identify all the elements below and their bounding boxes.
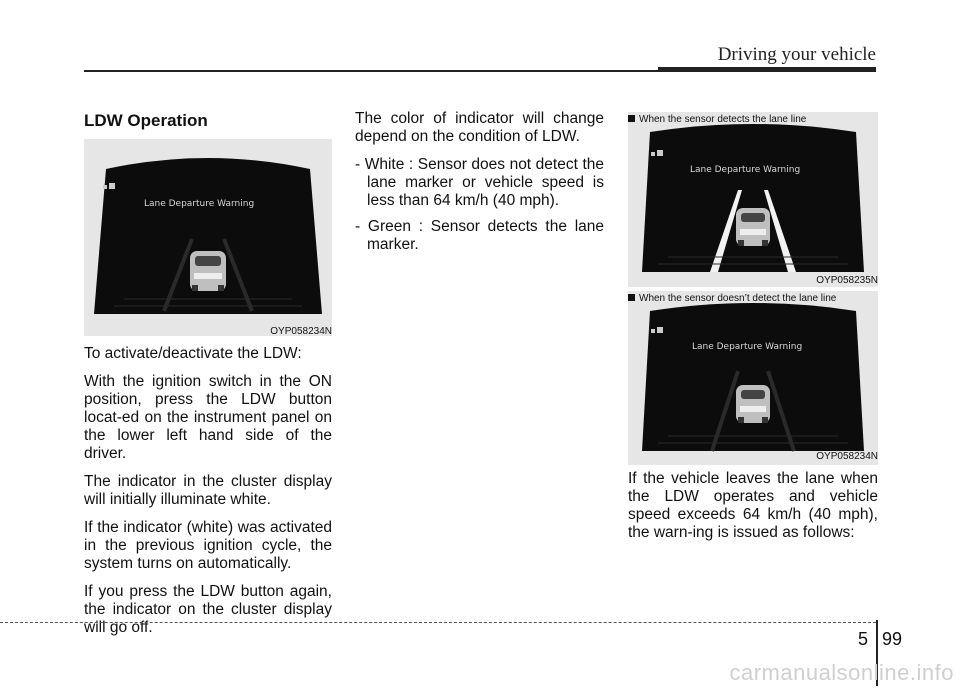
square-bullet-icon (628, 115, 635, 122)
figure-lane-not-detected (628, 291, 878, 465)
paragraph: The color of indicator will change depend on the condition of LDW. (355, 110, 604, 145)
running-header: Driving your vehicle (717, 44, 876, 65)
middle-column-text (355, 110, 604, 264)
indicator-color-list (355, 156, 604, 254)
chapter-number: 5 (858, 629, 869, 649)
list-item: - Green : Sensor detects the lane marker. (355, 218, 604, 253)
paragraph: If the vehicle leaves the lane when the LDW operates and vehicle speed exceeds 64 km/h (40 mph), the warn-ing is issued as follows: (628, 470, 878, 541)
cluster-display-illustration (84, 139, 332, 336)
cluster-display-illustration (628, 291, 878, 465)
paragraph: To activate/deactivate the LDW: (84, 345, 302, 362)
cluster-display-illustration (628, 112, 878, 287)
paragraph: With the ignition switch in the ON position, press the LDW button locat-ed on the instrument panel on the lower left hand side of the driver. (84, 373, 332, 462)
square-bullet-icon (628, 294, 635, 301)
figure-caption (628, 293, 836, 304)
figure-caption (628, 114, 806, 125)
figure-ldw-off (84, 139, 332, 336)
caption-text: When the sensor doesn’t detect the lane line (639, 293, 837, 304)
figure-code: OYP058234N (816, 451, 878, 462)
section-heading: LDW Operation (84, 111, 208, 130)
footer-rule (0, 622, 876, 623)
figure-lane-detected (628, 112, 878, 287)
list-item: - White : Sensor does not detect the lane marker or vehicle speed is less than 64 km/h (40 mph). (355, 156, 604, 209)
paragraph: If you press the LDW button again, the indicator on the cluster display will go off. (84, 583, 332, 636)
paragraph: The indicator in the cluster display will initially illuminate white. (84, 473, 332, 508)
header-rule-accent (658, 67, 876, 72)
car-icon (736, 208, 770, 246)
screen-label: Lane Departure Warning (690, 165, 801, 175)
left-column-text (84, 345, 332, 647)
figure-code: OYP058235N (816, 275, 878, 286)
watermark: carmanualsonline.info (729, 660, 954, 685)
car-icon (190, 251, 226, 291)
screen-label: Lane Departure Warning (692, 342, 803, 352)
car-icon (736, 385, 770, 423)
caption-text: When the sensor detects the lane line (639, 114, 807, 125)
right-column-text (628, 470, 878, 552)
figure-code: OYP058234N (270, 326, 332, 337)
screen-label: Lane Departure Warning (144, 199, 255, 209)
page-number: 99 (882, 629, 903, 649)
paragraph: If the indicator (white) was activated in the previous ignition cycle, the system turns on automatically. (84, 519, 332, 572)
